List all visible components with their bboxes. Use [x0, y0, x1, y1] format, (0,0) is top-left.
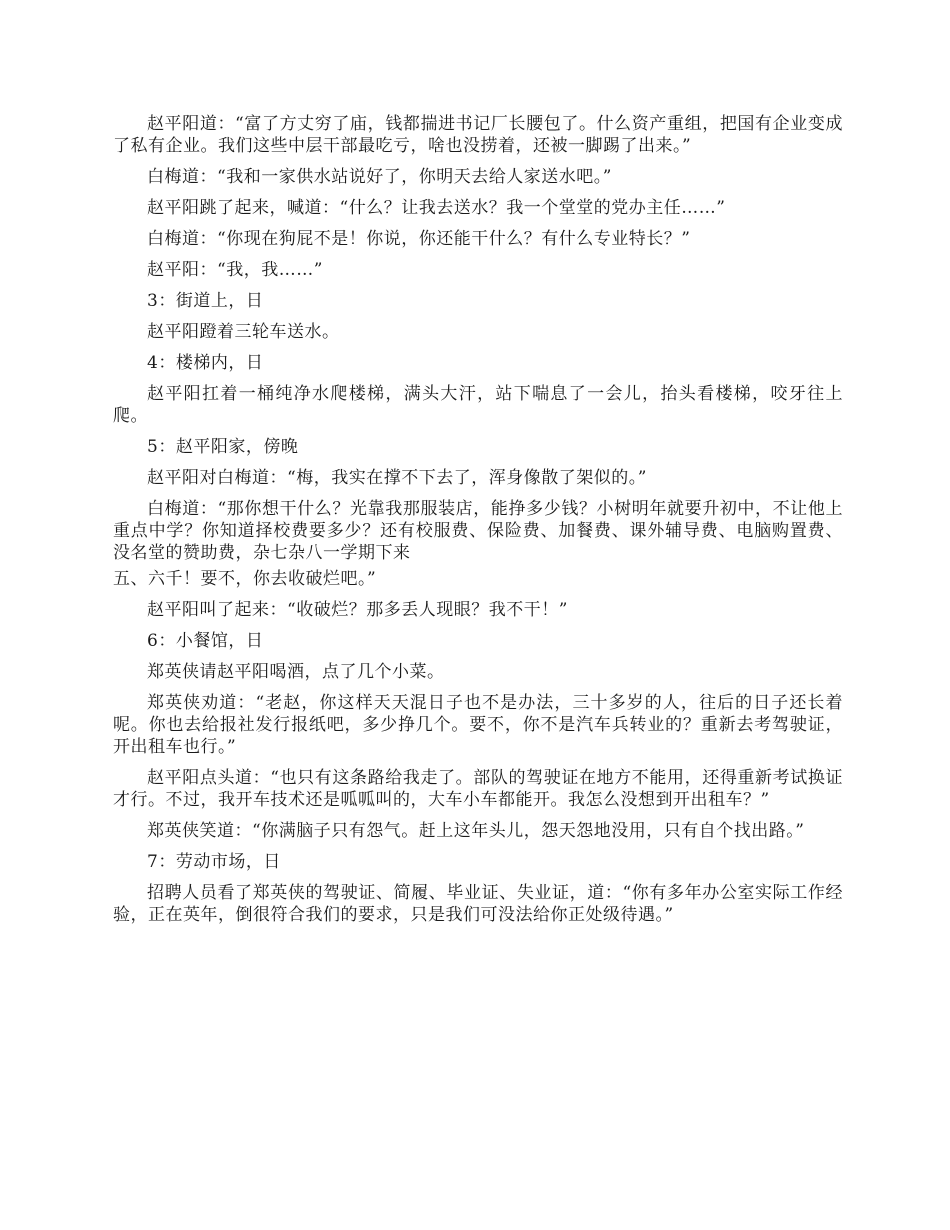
- scene-heading: 6：小餐馆，日: [147, 631, 264, 651]
- paragraph: 赵平阳叫了起来：“收破烂？那多丢人现眼？我不干！”: [147, 600, 568, 620]
- paragraph: 赵平阳道：“富了方丈穷了庙，钱都揣进书记厂长腰包了。什么资产重组，把国有企业变成了私有企业。我们这些中层干部最吃亏，啥也没捞着，还被一脚踢了出来。”: [113, 114, 843, 156]
- document-body: [113, 113, 843, 935]
- paragraph: 赵平阳蹬着三轮车送水。: [147, 322, 340, 342]
- scene-heading: 3：街道上，日: [147, 291, 264, 311]
- paragraph: 赵平阳对白梅道：“梅，我实在撑不下去了，浑身像散了架似的。”: [147, 468, 647, 488]
- paragraph: 赵平阳跳了起来，喊道：“什么？让我去送水？我一个堂堂的党办主任……”: [147, 198, 726, 218]
- paragraph-continuation: 五、六千！要不，你去收破烂吧。”: [113, 569, 377, 589]
- paragraph: 白梅道：“你现在狗屁不是！你说，你还能干什么？有什么专业特长？”: [147, 229, 691, 249]
- scene-heading: 7：劳动市场，日: [147, 852, 281, 872]
- paragraph: 白梅道：“我和一家供水站说好了，你明天去给人家送水吧。”: [147, 167, 612, 187]
- paragraph: 赵平阳：“我，我……”: [147, 260, 323, 280]
- paragraph: 赵平阳扛着一桶纯净水爬楼梯，满头大汗，站下喘息了一会儿，抬头看楼梯，咬牙往上爬。: [113, 384, 843, 426]
- paragraph: 郑英侠请赵平阳喝酒，点了几个小菜。: [147, 662, 445, 682]
- paragraph: 郑英侠劝道：“老赵，你这样天天混日子也不是办法，三十多岁的人，往后的日子还长着呢。你也去给报社发行报纸吧，多少挣几个。要不，你不是汽车兵转业的？重新去考驾驶证，开出租车也行。”: [113, 693, 843, 757]
- paragraph: 招聘人员看了郑英侠的驾驶证、简履、毕业证、失业证，道：“你有多年办公室实际工作经验，正在英年，倒很符合我们的要求，只是我们可没法给你正处级待遇。”: [113, 883, 843, 925]
- paragraph: 郑英侠笑道：“你满脑子只有怨气。赶上这年头儿，怨天怨地没用，只有自个找出路。”: [147, 821, 805, 841]
- paragraph: 白梅道：“那你想干什么？光靠我那服装店，能挣多少钱？小树明年就要升初中，不让他上重点中学？你知道择校费要多少？还有校服费、保险费、加餐费、课外辅导费、电脑购置费、没名堂的赞助费，杂七杂八一学期下来: [113, 499, 843, 563]
- paragraph: 赵平阳点头道：“也只有这条路给我走了。部队的驾驶证在地方不能用，还得重新考试换证才行。不过，我开车技术还是呱呱叫的，大车小车都能开。我怎么没想到开出租车？”: [113, 768, 843, 810]
- scene-heading: 4：楼梯内，日: [147, 353, 264, 373]
- scene-heading: 5：赵平阳家，傍晚: [147, 437, 299, 457]
